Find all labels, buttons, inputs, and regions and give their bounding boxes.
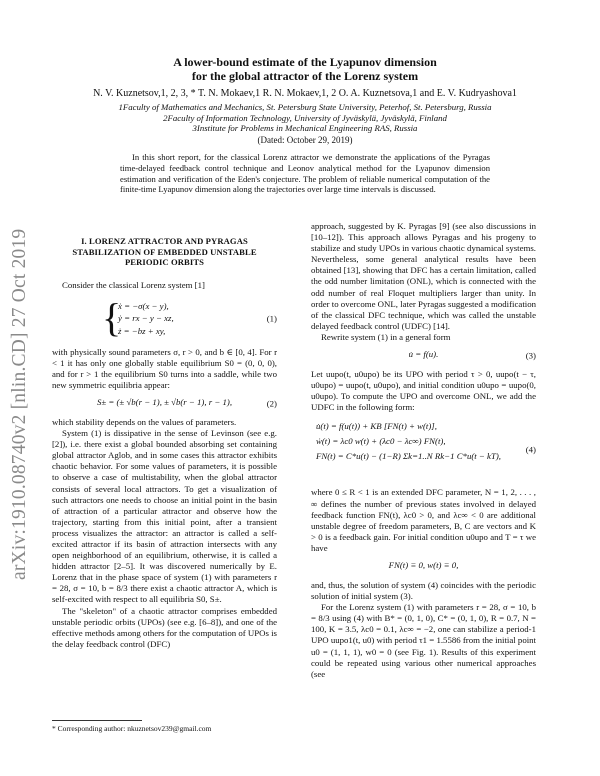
stability-paragraph: which stability depends on the values of parameters. (52, 416, 237, 427)
eq4-line-2: ẇ(t) = λc0 w(t) + (λc0 − λc∞) FN(t), (316, 436, 446, 447)
footnote-rule (52, 720, 142, 721)
equation-1-brace: { (102, 294, 122, 340)
equation-5-body: FN(t) ≡ 0, w(t) ≡ 0, (388, 559, 459, 570)
equation-5 (311, 560, 536, 574)
affiliation-3: 3Institute for Problems in Mechanical Engineering RAS, Russia (192, 123, 418, 133)
dissipative-paragraph: System (1) is dissipative in the sense of Levinson (see e.g. [2]), i.e. there exist a global bounded absorbing set containing global attractor Aglob, and in some cases this attractor exhibits chaotic behavior. For some values of parameters, it is possible to observe a case of multistability, when the global attractor consists of several local attractors. To get a visualization of such attractors one needs to choose an initial point in the basin of attraction of a particular attractor and observe how the trajectory, starting from this initial point, after a transient process visualizes the attractor: an attractor is called a self-excited attractor if its basin of attraction intersects with any open neighborhood of an equilibrium, otherwise, it is called a hidden attractor [2–5]. It was discovered numerically by E. Lorenz that in the phase space of system (1) with parameters r = 28, σ = 10, b = 8/3 there exist a chaotic attractor A, which is self-excited with respect to all equilibria S0, S±. (52, 428, 277, 605)
right-column (311, 221, 536, 680)
affiliation-1: 1Faculty of Mathematics and Mechanics, St. Petersburg State University, Peterhof, St. Petersburg, Russia (118, 102, 492, 112)
equation-2-number: (2) (266, 398, 277, 409)
arxiv-stamp: arXiv:1910.08740v2 [nlin.CD] 27 Oct 2019 (9, 228, 30, 580)
equation-1-number: (1) (266, 313, 277, 324)
where-paragraph: where 0 ≤ R < 1 is an extended DFC parameter, N = 1, 2, . . . , ∞ defines the number of previous states involved in delayed feedback function FN(t), λc0 > 0, and λc∞ < 0 are additional unstable degree of freedom parameters, B, C are vectors and K > 0 is a feedback gain. For initial condition u0upo and T = τ we have (311, 487, 536, 553)
abstract: In this short report, for the classical Lorenz attractor we demonstrate the applications of the Pyragas time-delayed feedback control technique and Leonov analytical method for the Lyapunov dimension estimation and verification of the Eden's conjecture. The problem of reliable numerical computation of the finite-time Lyapunov dimension along the trajectories over large time intervals is discussed. (120, 152, 490, 195)
thus-paragraph: and, thus, the solution of system (4) coincides with the periodic solution of initial system (3). (311, 579, 536, 602)
affiliations (50, 102, 560, 134)
equation-4-number: (4) (525, 444, 536, 455)
eq4-line-1: u̇(t) = f(u(t)) + KB [FN(t) + w(t)], (316, 421, 437, 432)
equation-4 (311, 419, 536, 481)
footnote: * Corresponding author: nkuznetsov239@gmail.com (52, 724, 212, 733)
equation-1-lines (118, 300, 174, 338)
eq1-line-y: ẏ = rx − y − xz, (118, 313, 174, 324)
section-heading-line-3: PERIODIC ORBITS (124, 257, 205, 267)
skeleton-paragraph: The "skeleton" of a chaotic attractor comprises embedded unstable periodic orbits (UPOs) (see e.g. [6–8]), and one of the effective methods among others for the computation of UPOs is the delay feedback control (DFC) (52, 605, 277, 649)
parameters-paragraph: with physically sound parameters σ, r > 0, and b ∈ [0, 4]. For r < 1 it has only one globally stable equilibrium S0 = (0, 0, 0), and for r > 1 the equilibrium S0 turns into a saddle, while two new symmetric equilibria appear: (52, 346, 277, 390)
section-1-heading (52, 236, 277, 268)
eq1-line-x: ẋ = −σ(x − y), (118, 300, 169, 311)
dated-line: (Dated: October 29, 2019) (257, 135, 353, 145)
rewrite-paragraph: Rewrite system (1) in a general form (321, 331, 451, 342)
eq4-line-3: FN(t) = C*u(t) − (1−R) Σk=1..N Rk−1 C*u(t − kT), (316, 451, 501, 462)
lorenz-experiment-paragraph: For the Lorenz system (1) with parameters r = 28, σ = 10, b = 8/3 using (4) with B* = (0, 1, 0), C* = (0, 1, 0), R = 0.7, N = 100, K = 3.5, λc0 = 0.1, λc∞ = −2, one can stabilize a period-1 UPO uupo1(t, u0) with period τ1 = 1.5586 from the initial point u0 = (1, 1, 1), w0 = 0 (see Fig. 1). Results of this experiment could be repeated using various other numerical approaches (see (311, 602, 536, 679)
title-line-2: for the global attractor of the Lorenz system (191, 69, 419, 83)
section-heading-line-1: I. LORENZ ATTRACTOR AND PYRAGAS (81, 236, 248, 246)
eq1-line-z: ż = −bz + xy, (118, 325, 166, 336)
intro-paragraph: Consider the classical Lorenz system [1] (62, 279, 205, 290)
section-heading-line-2: STABILIZATION OF EMBEDDED UNSTABLE (72, 246, 257, 257)
equation-2-body: S± = (± √b(r − 1), ± √b(r − 1), r − 1), (96, 396, 233, 407)
equation-3-body: u̇ = f(u). (408, 349, 439, 360)
upo-definition-paragraph: Let uupo(t, u0upo) be its UPO with period τ > 0, uupo(t − τ, u0upo) = uupo(t, u0upo), and initial condition u0upo = uupo(0, u0upo). To compute the UPO and overcome ONL, we add the UDFC in the following form: (311, 369, 536, 413)
pyragas-paragraph: approach, suggested by K. Pyragas [9] (see also discussions in [10–12]). This approach allows Pyragas and his progeny to stabilize and study UPOs in various chaotic dynamical systems. Nevertheless, some general analytical results have been obtained [13], showing that DFC has a certain limitation, called the odd number limitation (ONL), which is connected with the odd number of real Floquet multipliers larger than unity. In order to overcome ONL, later Pyragas suggested a modification of the classical DFC technique, which was called the unstable delayed feedback control (UDFC) [14]. (311, 221, 536, 331)
author-list: N. V. Kuznetsov,1, 2, 3, * T. N. Mokaev,1 R. N. Mokaev,1, 2 O. A. Kuznetsova,1 and E. V. Kudryashova1 (93, 88, 517, 99)
equation-4-lines (316, 419, 501, 464)
equation-3 (311, 349, 536, 363)
affiliation-2: 2Faculty of Information Technology, University of Jyväskylä, Jyväskylä, Finland (163, 112, 447, 123)
left-column (52, 236, 277, 650)
paper-title (70, 55, 540, 83)
equation-3-number: (3) (525, 350, 536, 361)
equation-2 (52, 397, 277, 411)
title-line-1: A lower-bound estimate of the Lyapunov dimension (173, 55, 437, 69)
equation-1 (52, 294, 277, 341)
